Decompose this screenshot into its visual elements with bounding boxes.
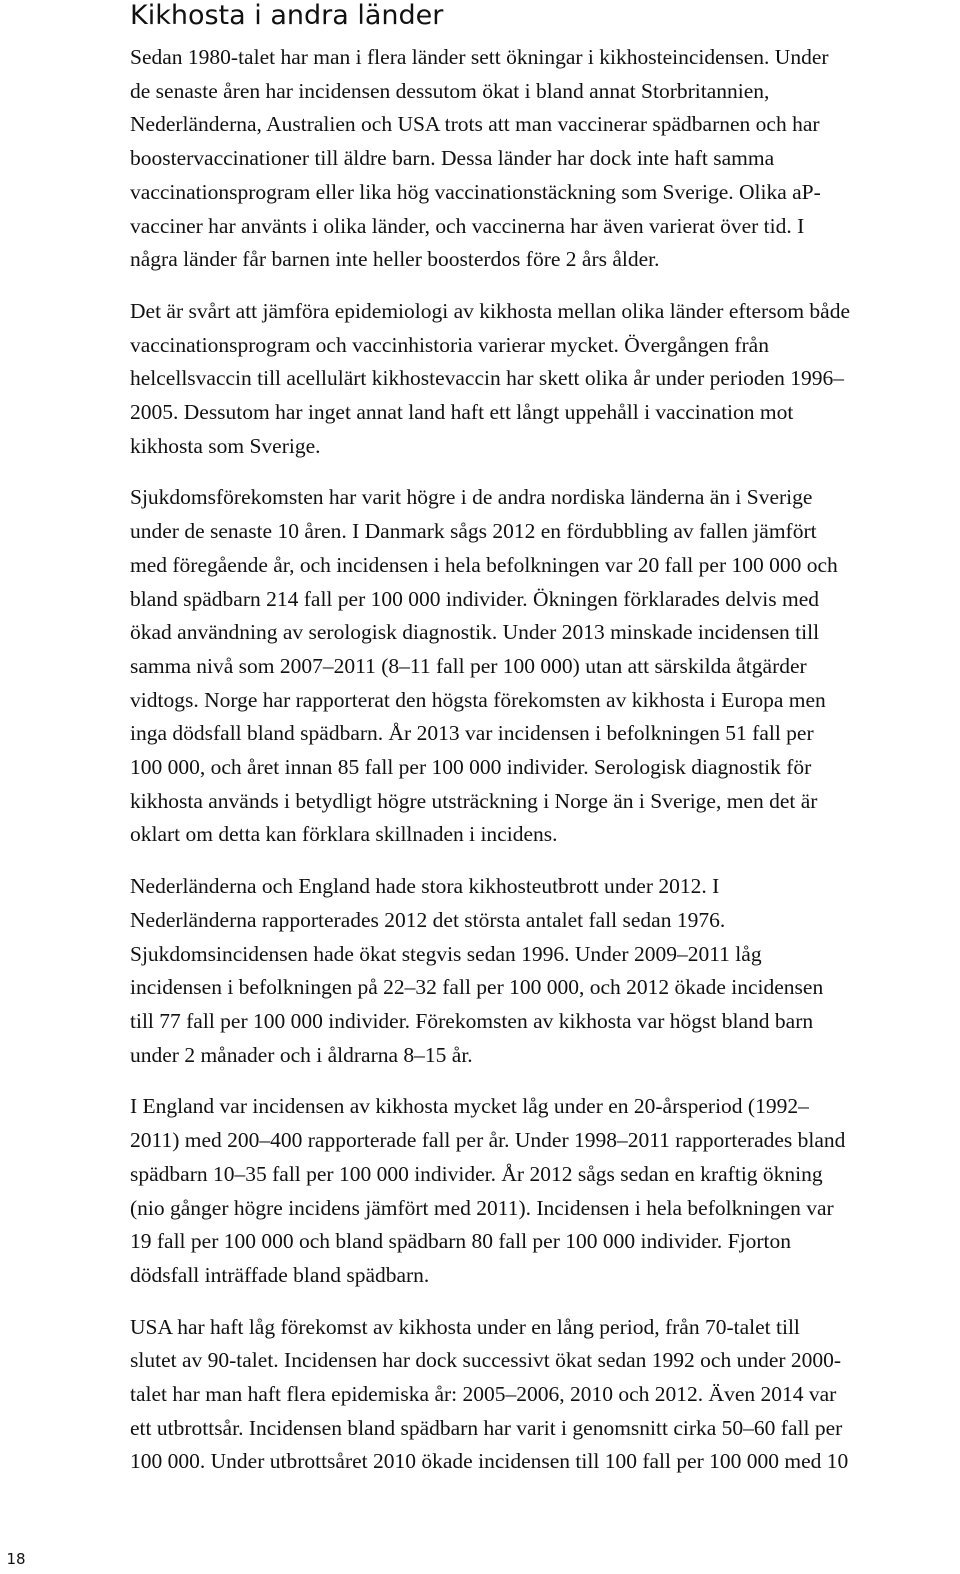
paragraph xyxy=(130,1311,960,1480)
text-line: helcellsvaccin till acellulärt kikhostevaccin har skett olika år under perioden 1996– xyxy=(130,366,845,391)
text-line: med föregående år, och incidensen i hela befolkningen var 20 fall per 100 000 och xyxy=(130,552,838,577)
paragraph xyxy=(130,870,960,1072)
text-line: vaccinationsprogram och vaccinhistoria varierar mycket. Övergången från xyxy=(130,332,769,357)
text-line: kikhosta som Sverige. xyxy=(130,433,321,458)
text-line: (nio gånger högre incidens jämfört med 2011). Incidensen i hela befolkningen var xyxy=(130,1195,834,1220)
page-number: 18 xyxy=(6,1550,26,1568)
text-line: ökad användning av serologisk diagnostik. Under 2013 minskade incidensen till xyxy=(130,620,820,645)
text-line: ett utbrottsår. Incidensen bland spädbarn har varit i genomsnitt cirka 50–60 fall per xyxy=(130,1415,843,1440)
paragraph xyxy=(130,481,960,852)
text-line: 100 000, och året innan 85 fall per 100 000 individer. Serologisk diagnostik för xyxy=(130,755,812,780)
text-line: vacciner har använts i olika länder, och vaccinerna har även varierat över tid. I xyxy=(130,213,805,238)
text-line: Nederländerna rapporterades 2012 det största antalet fall sedan 1976. xyxy=(130,907,726,932)
text-line: till 77 fall per 100 000 individer. Förekomsten av kikhosta var högst bland barn xyxy=(130,1008,814,1033)
text-line: Nederländerna, Australien och USA trots att man vaccinerar spädbarnen och har xyxy=(130,112,820,137)
text-line: under 2 månader och i åldrarna 8–15 år. xyxy=(130,1042,473,1067)
text-line: några länder får barnen inte heller boosterdos före 2 års ålder. xyxy=(130,247,660,272)
text-line: 100 000. Under utbrottsåret 2010 ökade incidensen till 100 fall per 100 000 med 10 xyxy=(130,1449,849,1474)
text-line: USA har haft låg förekomst av kikhosta under en lång period, från 70-talet till xyxy=(130,1314,800,1339)
text-line: Sedan 1980-talet har man i flera länder sett ökningar i kikhosteincidensen. Under xyxy=(130,45,829,69)
text-line: talet har man haft flera epidemiska år: 2005–2006, 2010 och 2012. Även 2014 var xyxy=(130,1382,837,1407)
text-line: Nederländerna och England hade stora kikhosteutbrott under 2012. I xyxy=(130,874,720,899)
text-line: slutet av 90-talet. Incidensen har dock successivt ökat sedan 1992 och under 2000- xyxy=(130,1348,842,1373)
text-line: boostervaccinationer till äldre barn. Dessa länder har dock inte haft samma xyxy=(130,146,775,171)
section-heading: Kikhosta i andra länder xyxy=(130,0,444,31)
text-line: inga dödsfall bland spädbarn. År 2013 var incidensen i befolkningen 51 fall per xyxy=(130,721,814,746)
text-line: Sjukdomsförekomsten har varit högre i de andra nordiska länderna än i Sverige xyxy=(130,485,813,510)
text-line: samma nivå som 2007–2011 (8–11 fall per 100 000) utan att särskilda åtgärder xyxy=(130,653,807,678)
text-line: kikhosta används i betydligt högre utsträckning i Norge än i Sverige, men det är xyxy=(130,788,818,813)
text-line: vidtogs. Norge har rapporterat den högsta förekomsten av kikhosta i Europa men xyxy=(130,687,826,712)
text-line: 2005. Dessutom har inget annat land haft ett långt uppehåll i vaccination mot xyxy=(130,400,794,425)
body-text xyxy=(130,41,960,1497)
paragraph xyxy=(130,1090,960,1292)
text-line: under de senaste 10 åren. I Danmark sågs 2012 en fördubbling av fallen jämfört xyxy=(130,519,817,544)
text-line: vaccinationsprogram eller lika hög vaccinationstäckning som Sverige. Olika aP- xyxy=(130,179,821,204)
paragraph xyxy=(130,41,960,277)
text-line: incidensen i befolkningen på 22–32 fall per 100 000, och 2012 ökade incidensen xyxy=(130,975,824,1000)
text-line: I England var incidensen av kikhosta mycket låg under en 20-årsperiod (1992– xyxy=(130,1094,809,1119)
text-line: Det är svårt att jämföra epidemiologi av kikhosta mellan olika länder eftersom både xyxy=(130,298,850,323)
text-line: dödsfall inträffade bland spädbarn. xyxy=(130,1262,430,1287)
text-line: Sjukdomsincidensen hade ökat stegvis sedan 1996. Under 2009–2011 låg xyxy=(130,941,762,966)
text-line: 19 fall per 100 000 och bland spädbarn 80 fall per 100 000 individer. Fjorton xyxy=(130,1229,791,1254)
text-line: 2011) med 200–400 rapporterade fall per år. Under 1998–2011 rapporterades bland xyxy=(130,1128,846,1153)
paragraph xyxy=(130,295,960,464)
text-line: spädbarn 10–35 fall per 100 000 individer. År 2012 sågs sedan en kraftig ökning xyxy=(130,1161,823,1186)
text-line: bland spädbarn 214 fall per 100 000 individer. Ökningen förklarades delvis med xyxy=(130,586,820,611)
text-line: oklart om detta kan förklara skillnaden i incidens. xyxy=(130,822,558,847)
text-line: de senaste åren har incidensen dessutom ökat i bland annat Storbritannien, xyxy=(130,78,770,103)
